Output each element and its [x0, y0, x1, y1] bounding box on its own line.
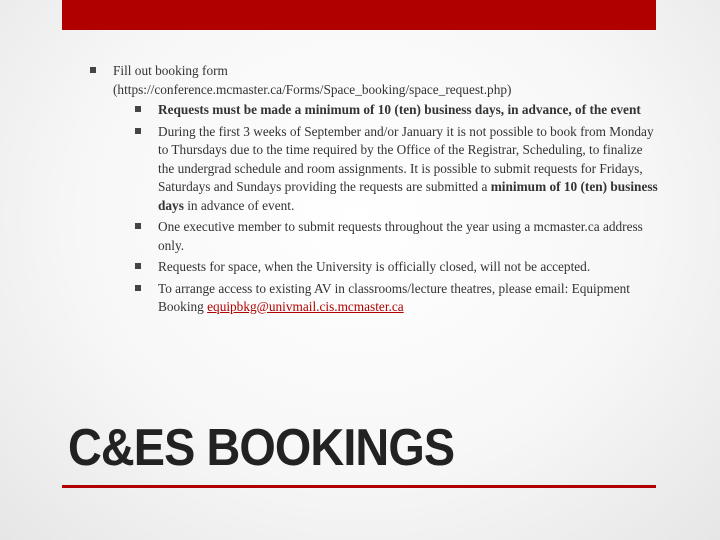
content-list — [90, 62, 662, 320]
square-bullet-icon — [90, 67, 96, 73]
list-item-av-access — [135, 280, 662, 317]
page-title: C&ES BOOKINGS — [68, 419, 455, 477]
square-bullet-icon — [135, 285, 141, 291]
square-bullet-icon — [135, 263, 141, 269]
sub-list — [135, 101, 662, 317]
square-bullet-icon — [135, 223, 141, 229]
list-item-september-restriction — [135, 123, 662, 216]
minimum-days-text: Requests must be made a minimum of 10 (ten) business days, in advance, of the event — [158, 102, 641, 117]
executive-text: One executive member to submit requests throughout the year using a mcmaster.ca address only. — [158, 219, 643, 253]
av-text: To arrange access to existing AV in classrooms/lecture theatres, please email: Equipment Booking — [158, 280, 630, 314]
title-underline-rule — [62, 485, 656, 488]
equipment-email-link[interactable]: equipbkg@univmail.cis.mcmaster.ca — [207, 299, 404, 314]
list-item-executive — [135, 218, 662, 255]
september-bold-text: minimum of 10 (ten) business days — [158, 179, 658, 213]
september-text: During the first 3 weeks of September and/or January it is not possible to book from Monday to Thursdays due to the time required by the Office of the Registrar, Scheduling, to finalize the undergrad schedule and room assignments. It is possible to submit requests for Fridays, Saturdays and Sundays providing the requests are submitted a — [158, 123, 654, 194]
closed-text: Requests for space, when the University is officially closed, will not be accepted. — [158, 259, 591, 274]
list-item-closed — [135, 258, 662, 277]
square-bullet-icon — [135, 128, 141, 134]
booking-form-label: Fill out booking form — [113, 63, 228, 78]
list-item-minimum-days — [135, 101, 662, 120]
booking-form-url: (https://conference.mcmaster.ca/Forms/Space_booking/space_request.php) — [113, 81, 512, 97]
september-text-end: in advance of event. — [183, 197, 295, 213]
list-item-booking-form — [90, 62, 662, 317]
square-bullet-icon — [135, 106, 141, 112]
top-accent-bar — [62, 0, 656, 30]
